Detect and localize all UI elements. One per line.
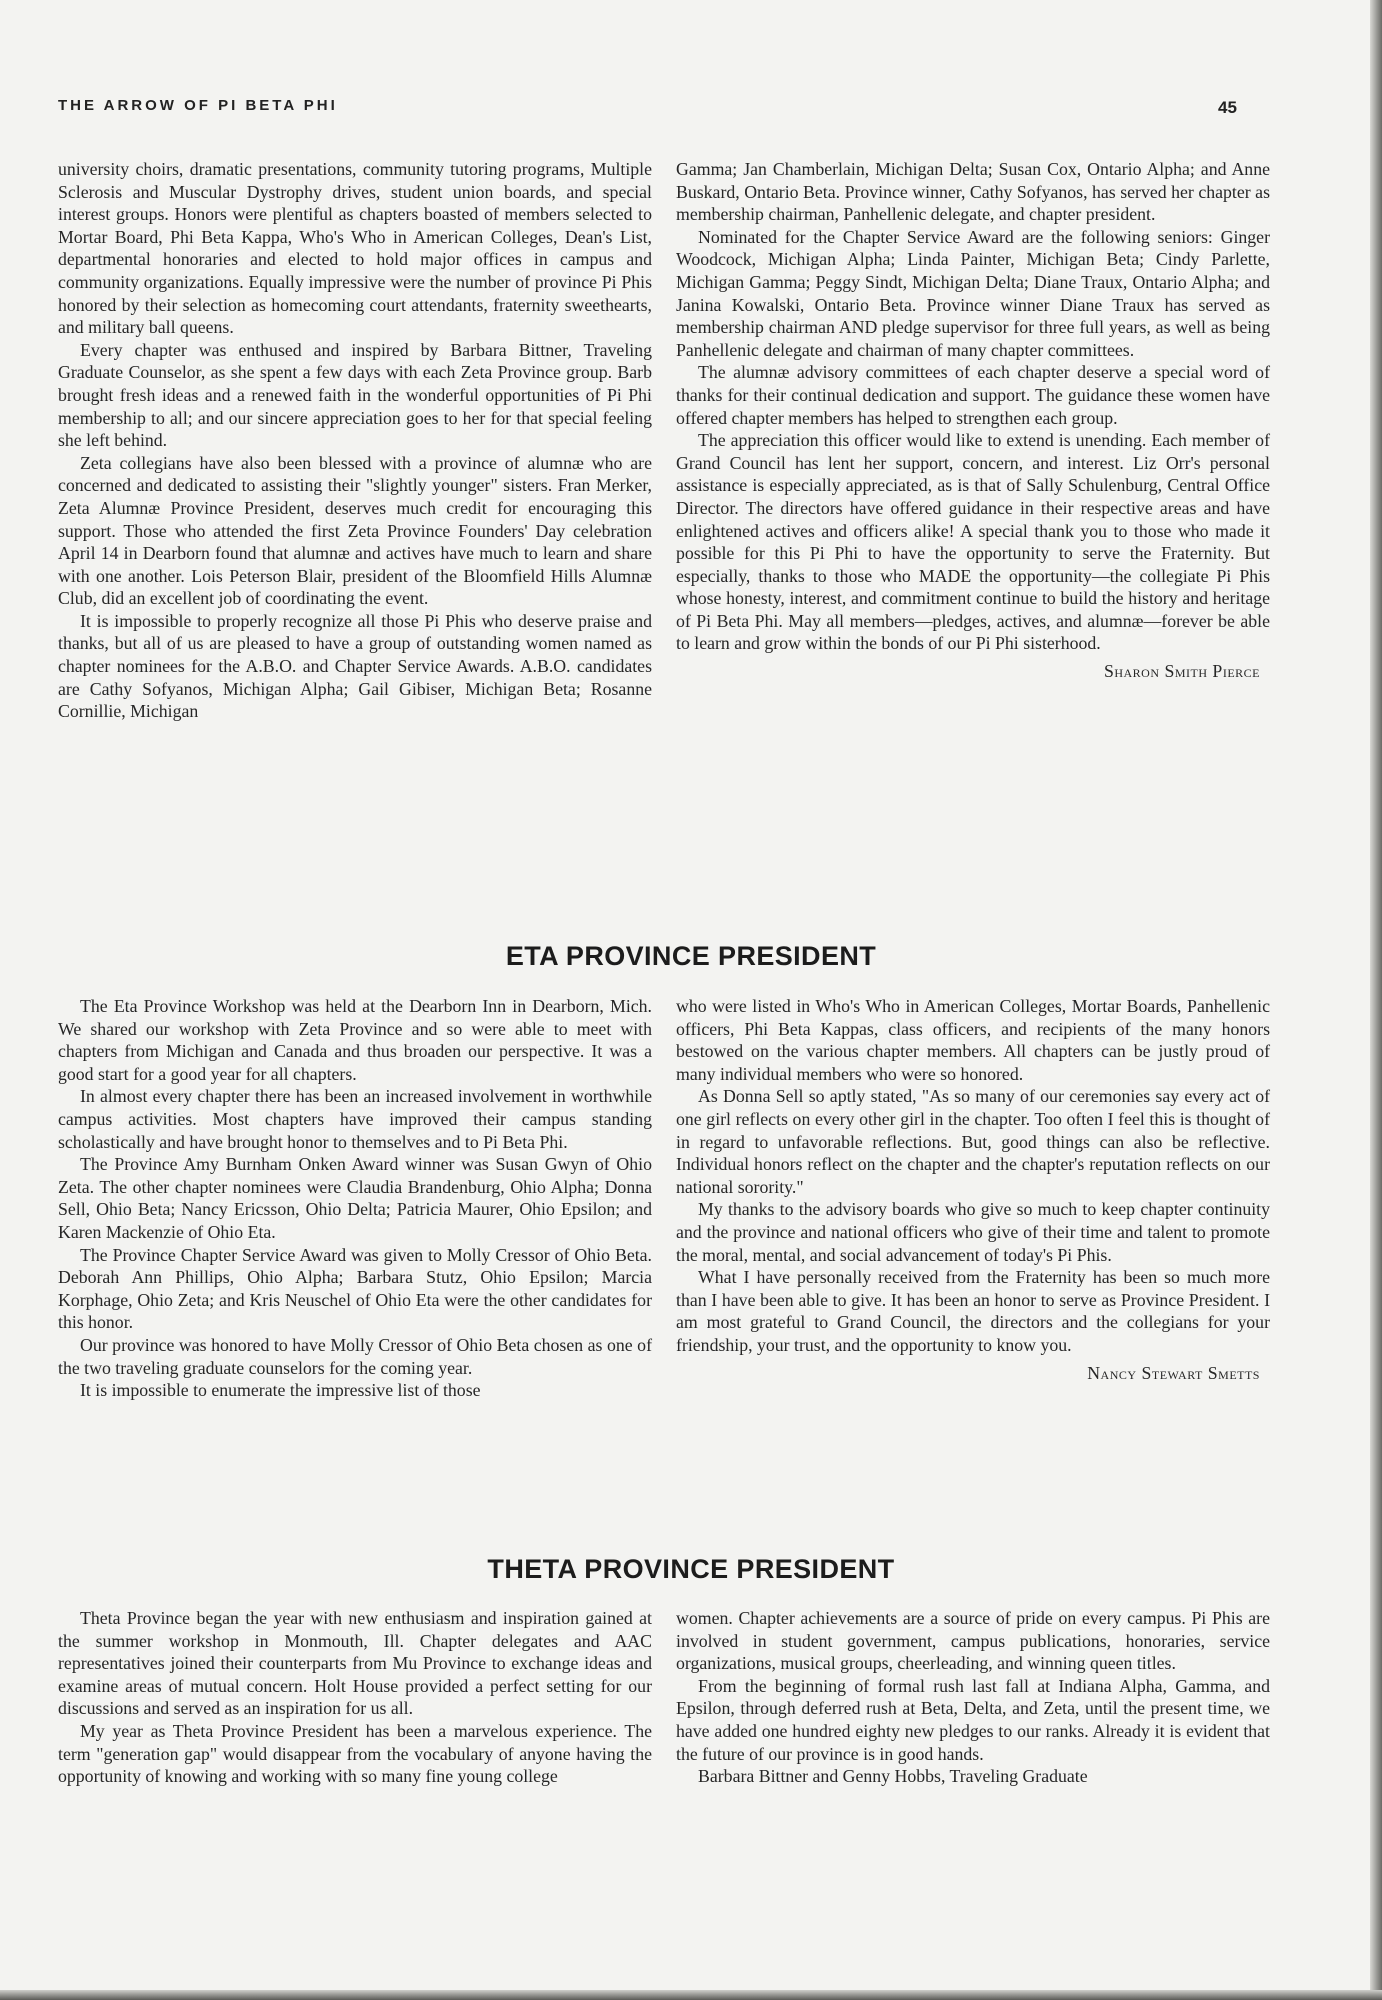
scan-edge-shadow-bottom (0, 1990, 1382, 2000)
paragraph: who were listed in Who's Who in American Colleges, Mortar Boards, Panhellenic officers, Phi Beta Kappas, class officers, and recipients of the many honors bestowed on the various chapter members. All chapters can be justly proud of many individual members who were so honored. (676, 996, 1270, 1084)
paragraph: As Donna Sell so aptly stated, "As so many of our ceremonies say every act of one girl reflects on every other girl in the chapter. Too often I feel this is thought of in regard to unfavorable reflections. But, good things can also be reflective. Individual honors reflect on the chapter and the chapter's reputation reflects on our national sorority." (676, 1086, 1270, 1197)
paragraph: My year as Theta Province President has been a marvelous experience. The term "generation gap" would disappear from the vocabulary of anyone having the opportunity of knowing and working with so many fine young college (58, 1720, 652, 1787)
paragraph: Our province was honored to have Molly Cressor of Ohio Beta chosen as one of the two traveling graduate counselors for the coming year. (58, 1334, 652, 1378)
section-heading-theta: THETA PROVINCE PRESIDENT (487, 1554, 895, 1584)
paragraph: The appreciation this officer would like to extend is unending. Each member of Grand Council has lent her support, concern, and interest. Liz Orr's personal assistance is especially appreciated, as is that of Sally Schulenburg, Central Office Director. The directors have offered guidance in their respective areas and have enlightened actives and officers alike! A special thank you to those who made it possible for this Pi Phi to have the opportunity to serve the Fraternity. But especially, thanks to those who MADE the opportunity—the collegiate Pi Phis whose honesty, interest, and commitment continue to build the history and heritage of Pi Beta Phi. May all members—pledges, actives, and alumnæ—forever be able to learn and grow within the bonds of our Pi Phi sisterhood. (676, 430, 1270, 654)
paragraph: The Province Chapter Service Award was given to Molly Cressor of Ohio Beta. Deborah Ann Phillips, Ohio Alpha; Barbara Stutz, Ohio Epsilon; Marcia Korphage, Ohio Zeta; and Kris Neuschel of Ohio Eta were the other candidates for this honor. (58, 1244, 652, 1333)
paragraph: university choirs, dramatic presentations, community tutoring programs, Multiple Sclerosis and Muscular Dystrophy drives, student union boards, and special interest groups. Honors were plentiful as chapters boasted of members selected to Mortar Board, Phi Beta Kappa, Who's Who in American Colleges, Dean's List, departmental honoraries and elected to hold major offices in campus and community organizations. Equally impressive were the number of province Pi Phis honored by their selection as homecoming court attendants, fraternity sweethearts, and military ball queens. (58, 159, 652, 338)
paragraph: The alumnæ advisory committees of each chapter deserve a special word of thanks for their continual dedication and support. The guidance these women have offered chapter members has helped to strengthen each group. (676, 362, 1270, 428)
paragraph: The Eta Province Workshop was held at the Dearborn Inn in Dearborn, Mich. We shared our workshop with Zeta Province and so were able to meet with chapters from Michigan and Canada and thus broaden our perspective. It was a good start for a good year for all chapters. (58, 996, 652, 1084)
paragraph: Nominated for the Chapter Service Award are the following seniors: Ginger Woodcock, Michigan Alpha; Linda Painter, Michigan Beta; Cindy Parlette, Michigan Gamma; Peggy Sindt, Michigan Delta; Diane Traux, Ontario Alpha; and Janina Kowalski, Ontario Beta. Province winner Diane Traux has served as membership chairman AND pledge supervisor for three full years, as well as being Panhellenic delegate and chairman of many chapter committees. (676, 226, 1270, 360)
paragraph: Theta Province began the year with new enthusiasm and inspiration gained at the summer workshop in Monmouth, Ill. Chapter delegates and AAC representatives joined their counterparts from Mu Province to exchange ideas and examine areas of mutual concern. Holt House provided a perfect setting for our discussions and served as an inspiration for us all. (58, 1608, 652, 1719)
paragraph: The Province Amy Burnham Onken Award winner was Susan Gwyn of Ohio Zeta. The other chapter nominees were Claudia Brandenburg, Ohio Alpha; Donna Sell, Ohio Beta; Nancy Ericsson, Ohio Delta; Patricia Maurer, Ohio Epsilon; and Karen Mackenzie of Ohio Eta. (58, 1154, 652, 1242)
author-signature: Nancy Stewart Smetts (1087, 1362, 1260, 1383)
paragraph: Every chapter was enthused and inspired by Barbara Bittner, Traveling Graduate Counselor, as she spent a few days with each Zeta Province group. Barb brought fresh ideas and a renewed faith in the wonderful opportunities of Pi Phi membership to all; and our sincere appreciation goes to her for that special feeling she left behind. (58, 339, 652, 451)
paragraph: women. Chapter achievements are a source of pride on every campus. Pi Phis are involved in student government, campus publications, honoraries, service organizations, musical groups, cheerleading, and winning queen titles. (676, 1608, 1270, 1674)
paragraph: Zeta collegians have also been blessed with a province of alumnæ who are concerned and dedicated to assisting their "slightly younger" sisters. Fran Merker, Zeta Alumnæ Province President, deserves much credit for encouraging this support. Those who attended the first Zeta Province Founders' Day celebration April 14 in Dearborn found that alumnæ and actives have much to learn and share with one another. Lois Peterson Blair, president of the Bloomfield Hills Alumnæ Club, did an excellent job of coordinating the event. (58, 452, 652, 609)
paragraph: Barbara Bittner and Genny Hobbs, Traveling Graduate (698, 1766, 1088, 1787)
scan-edge-shadow-right (1370, 0, 1382, 2000)
zeta-report-right-column (676, 158, 1270, 683)
author-signature: Sharon Smith Pierce (1103, 661, 1260, 682)
page-number: 45 (1218, 98, 1237, 117)
paragraph: It is impossible to enumerate the impressive list of those (80, 1380, 481, 1401)
paragraph: What I have personally received from the Fraternity has been so much more than I have been able to give. It has been an honor to serve as Province President. I am most grateful to Grand Council, the directors and the collegians for your friendship, your trust, and the opportunity to know you. (676, 1267, 1270, 1355)
section-heading-eta: ETA PROVINCE PRESIDENT (505, 941, 877, 971)
zeta-report-left-column (58, 158, 652, 723)
paragraph: From the beginning of formal rush last fall at Indiana Alpha, Gamma, and Epsilon, through deferred rush at Beta, Delta, and Zeta, until the present time, we have added one hundred eighty new pledges to our ranks. Already it is evident that the future of our province is in good hands. (676, 1675, 1270, 1764)
paragraph: It is impossible to properly recognize all those Pi Phis who deserve praise and thanks, but all of us are pleased to have a group of outstanding women named as chapter nominees for the A.B.O. and Chapter Service Awards. A.B.O. candidates are Cathy Sofyanos, Michigan Alpha; Gail Gibiser, Michigan Beta; Rosanne Cornillie, Michigan (58, 610, 652, 722)
eta-report-right-column (676, 995, 1270, 1384)
paragraph: Gamma; Jan Chamberlain, Michigan Delta; Susan Cox, Ontario Alpha; and Anne Buskard, Ontario Beta. Province winner, Cathy Sofyanos, has served her chapter as membership chairman, Panhellenic delegate, and chapter president. (676, 159, 1270, 225)
running-head: THE ARROW OF PI BETA PHI (58, 97, 338, 114)
eta-report-left-column (58, 995, 652, 1402)
paragraph: My thanks to the advisory boards who give so much to keep chapter continuity and the province and national officers who give of their time and talent to promote the moral, mental, and social advancement of today's Pi Phis. (676, 1199, 1270, 1265)
theta-report-right-column (676, 1607, 1270, 1788)
paragraph: In almost every chapter there has been an increased involvement in worthwhile campus activities. Most chapters have improved their campus standing scholastically and have brought honor to themselves and to Pi Beta Phi. (58, 1086, 652, 1152)
theta-report-left-column (58, 1607, 652, 1788)
